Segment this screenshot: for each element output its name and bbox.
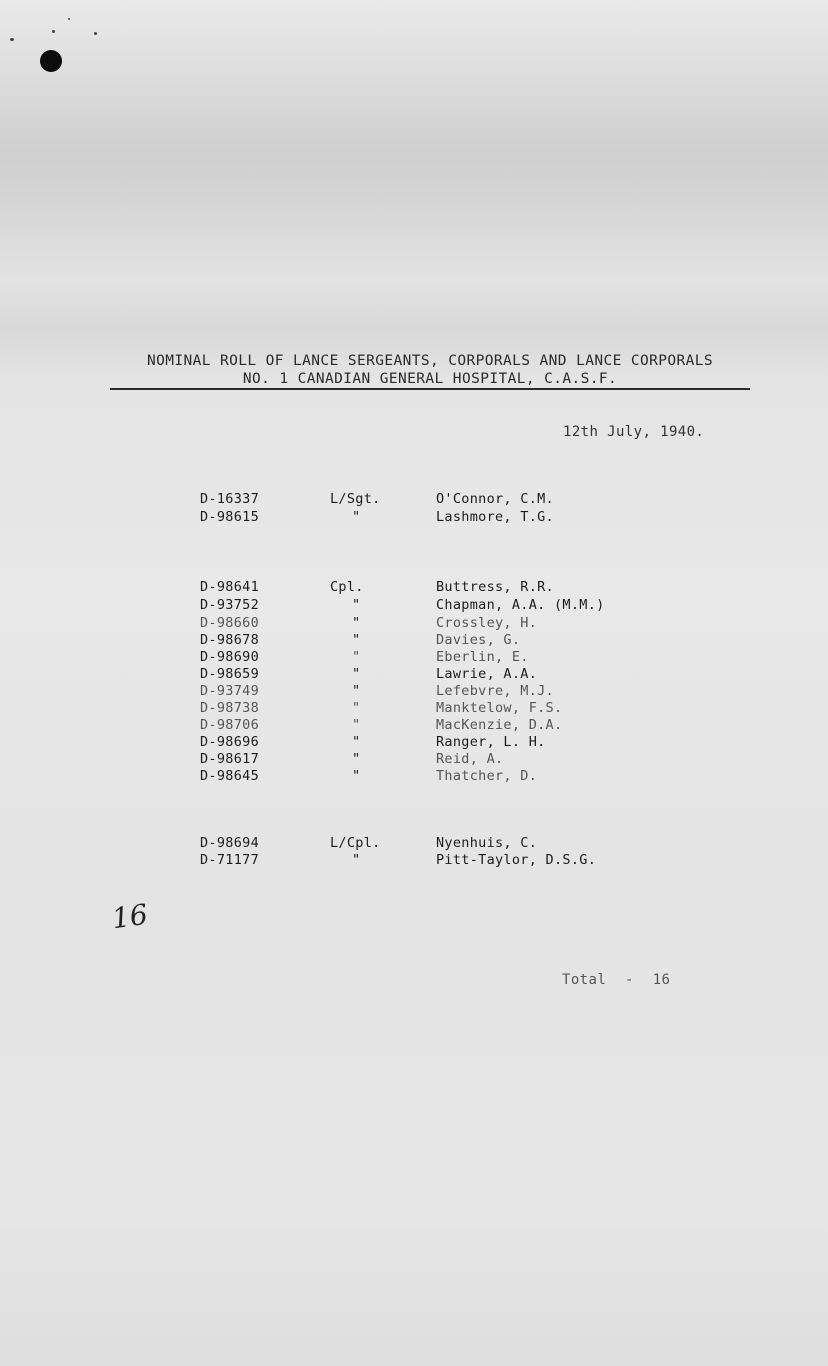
title-line-1: NOMINAL ROLL OF LANCE SERGEANTS, CORPORALS AND LANCE CORPORALS xyxy=(146,353,714,369)
speck xyxy=(52,30,55,33)
service-number: D-98660 xyxy=(200,615,259,631)
name: Reid, A. xyxy=(436,751,504,767)
title-line-2: NO. 1 CANADIAN GENERAL HOSPITAL, C.A.S.F. xyxy=(242,371,618,387)
speck xyxy=(10,38,14,41)
name: Pitt-Taylor, D.S.G. xyxy=(436,852,597,868)
rank: " xyxy=(352,717,361,733)
name: Crossley, H. xyxy=(436,615,538,631)
rank: L/Cpl. xyxy=(330,835,381,851)
rank: " xyxy=(352,632,361,648)
name: Eberlin, E. xyxy=(436,649,529,665)
roll-row xyxy=(0,716,828,734)
roll-row xyxy=(0,834,828,852)
punch-hole xyxy=(40,50,62,72)
service-number: D-71177 xyxy=(200,852,259,868)
name: Davies, G. xyxy=(436,632,521,648)
name: Manktelow, F.S. xyxy=(436,700,563,716)
speck xyxy=(94,32,97,35)
rank: " xyxy=(352,509,361,525)
service-number: D-98617 xyxy=(200,751,259,767)
service-number: D-98659 xyxy=(200,666,259,682)
roll-row xyxy=(0,699,828,717)
name: Lefebvre, M.J. xyxy=(436,683,554,699)
handwritten-note: 16 xyxy=(109,897,150,936)
name: O'Connor, C.M. xyxy=(436,491,554,507)
rank: " xyxy=(352,615,361,631)
name: Buttress, R.R. xyxy=(436,579,554,595)
total-value: 16 xyxy=(652,972,671,988)
rank: " xyxy=(352,597,361,613)
name: MacKenzie, D.A. xyxy=(436,717,563,733)
roll-row xyxy=(0,648,828,666)
rank: " xyxy=(352,683,361,699)
name: Ranger, L. H. xyxy=(436,734,546,750)
service-number: D-16337 xyxy=(200,491,259,507)
rank: " xyxy=(352,700,361,716)
roll-row xyxy=(0,614,828,632)
service-number: D-98690 xyxy=(200,649,259,665)
title-underline xyxy=(110,388,750,390)
rank: L/Sgt. xyxy=(330,491,381,507)
roll-row xyxy=(0,631,828,649)
roll-row xyxy=(0,851,828,869)
roll-row xyxy=(0,750,828,768)
service-number: D-93752 xyxy=(200,597,259,613)
rank: " xyxy=(352,852,361,868)
speck xyxy=(68,18,70,20)
service-number: D-98641 xyxy=(200,579,259,595)
service-number: D-93749 xyxy=(200,683,259,699)
name: Thatcher, D. xyxy=(436,768,538,784)
roll-row xyxy=(0,596,828,614)
name: Lawrie, A.A. xyxy=(436,666,538,682)
rank: " xyxy=(352,734,361,750)
service-number: D-98696 xyxy=(200,734,259,750)
total-line xyxy=(562,972,670,988)
document-date: 12th July, 1940. xyxy=(563,424,705,440)
roll-row xyxy=(0,682,828,700)
roll-row xyxy=(0,733,828,751)
document-title xyxy=(110,352,750,388)
rank: Cpl. xyxy=(330,579,364,595)
roll-row xyxy=(0,508,828,526)
total-separator: - xyxy=(625,972,634,988)
name: Chapman, A.A. (M.M.) xyxy=(436,597,605,613)
service-number: D-98694 xyxy=(200,835,259,851)
roll-row xyxy=(0,665,828,683)
service-number: D-98706 xyxy=(200,717,259,733)
service-number: D-98615 xyxy=(200,509,259,525)
roll-row xyxy=(0,578,828,596)
roll-row xyxy=(0,767,828,785)
rank: " xyxy=(352,751,361,767)
rank: " xyxy=(352,649,361,665)
name: Lashmore, T.G. xyxy=(436,509,554,525)
service-number: D-98738 xyxy=(200,700,259,716)
rank: " xyxy=(352,666,361,682)
rank: " xyxy=(352,768,361,784)
service-number: D-98678 xyxy=(200,632,259,648)
service-number: D-98645 xyxy=(200,768,259,784)
name: Nyenhuis, C. xyxy=(436,835,538,851)
total-label: Total xyxy=(562,972,607,988)
roll-row xyxy=(0,490,828,508)
